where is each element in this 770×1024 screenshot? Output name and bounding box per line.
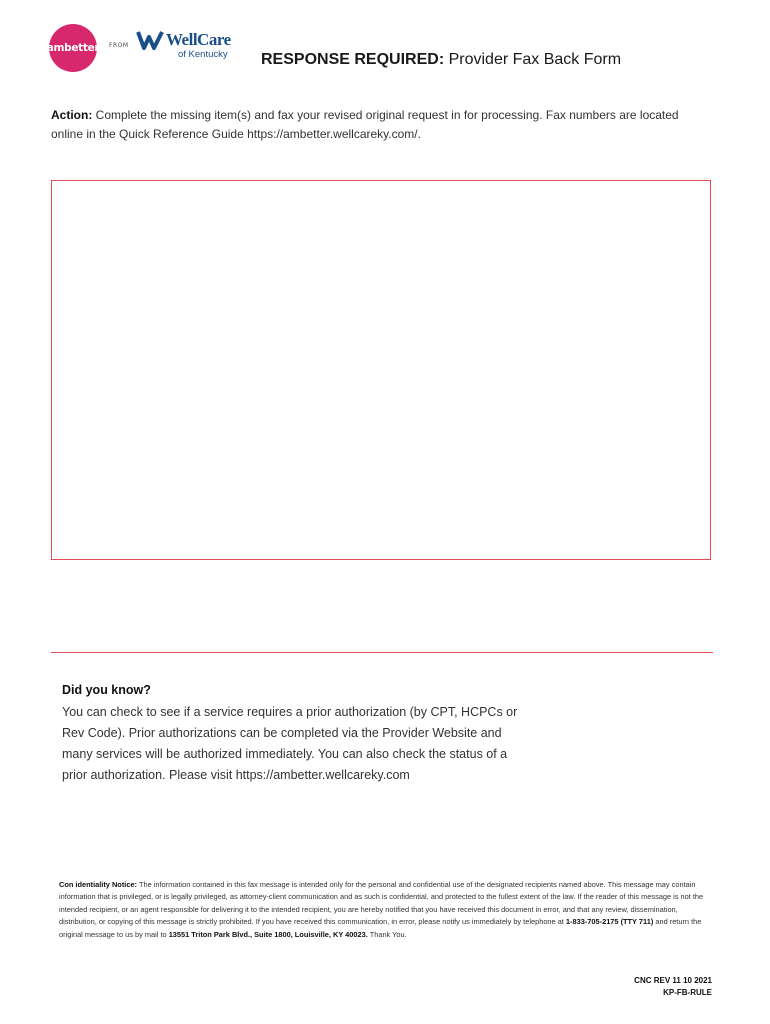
confidentiality-phone: 1-833-705-2175 (TTY 711): [565, 917, 654, 927]
did-you-know-body: You can check to see if a service requires a prior authorization (by CPT, HCPCs or Rev Code). Prior authorizations can be completed via the Provider Website and many services will be authorized immediately. You can also check the status of a prior authorization. Please visit https://ambetter.wellcareky.com: [62, 705, 518, 782]
title-bold: RESPONSE REQUIRED:: [261, 51, 445, 68]
revision-line-2: KP-FB-RULE: [663, 988, 712, 997]
wellcare-mark-icon: [136, 30, 166, 50]
revision-code: [634, 975, 712, 999]
wellcare-logo-name: WellCare: [166, 30, 231, 49]
title-rest: Provider Fax Back Form: [444, 51, 622, 68]
action-label: Action:: [51, 108, 93, 122]
confidentiality-text-3: Thank You.: [367, 929, 407, 939]
from-label: FROM: [109, 42, 129, 49]
action-text: Complete the missing item(s) and fax your revised original request in for processing. Fax numbers are located online in the Quick Reference Guide https://ambetter.wellcareky.com/.: [51, 108, 679, 141]
confidentiality-address: 13551 Triton Park Blvd., Suite 1800, Louisville, KY 40023.: [168, 929, 368, 939]
ambetter-logo-text: ambetter: [46, 42, 100, 54]
wellcare-logo: [136, 30, 246, 64]
confidentiality-text-2: and return the original message to us by mail to: [59, 917, 702, 939]
confidentiality-text-1: The information contained in this fax message is intended only for the personal and confidential use of the designated recipients named above. This message may contain information that is privileged, or is legally privileged, as attorney-client communication and as such is confidential, and protected to the fullest extent of the law. If the reader of this message is not the intended recipient, or an agent responsible for delivering it to the intended recipient, you are hereby notified that you have received this document in error, and that any review, dissemination, distribution, or copying of this message is strictly prohibited. If you have received this communication, in error, please notify us immediately by telephone at: [59, 880, 704, 927]
action-instructions: [51, 106, 691, 144]
missing-items-box: [51, 180, 711, 560]
did-you-know-heading: Did you know?: [62, 683, 151, 697]
page-title: [261, 51, 621, 69]
confidentiality-notice: [59, 879, 713, 941]
revision-line-1: CNC REV 11 10 2021: [634, 976, 712, 985]
wellcare-logo-sub: of Kentucky: [178, 49, 228, 60]
ambetter-logo: [46, 24, 100, 72]
section-divider: [51, 652, 713, 653]
confidentiality-label: Con identiality Notice:: [59, 880, 138, 889]
